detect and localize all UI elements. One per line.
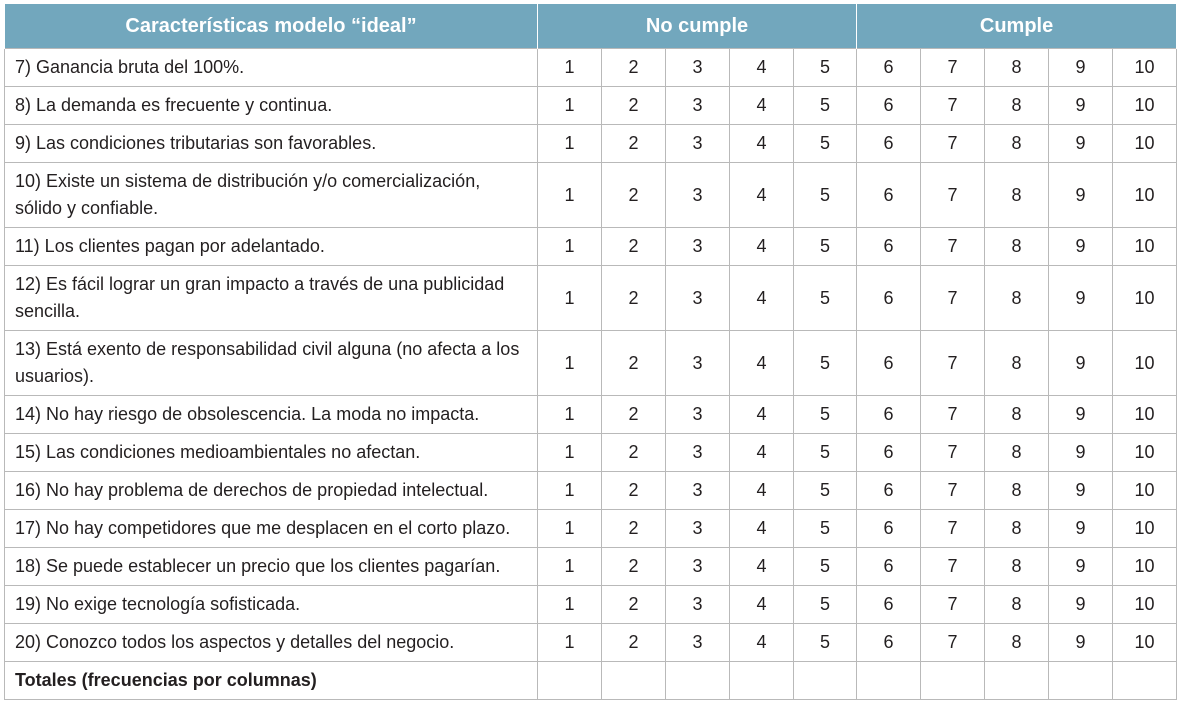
score-cell[interactable]: 3 (666, 163, 730, 228)
score-cell[interactable]: 4 (730, 49, 794, 87)
score-cell[interactable]: 3 (666, 125, 730, 163)
score-cell[interactable]: 5 (794, 266, 857, 331)
totals-cell[interactable] (1113, 662, 1177, 700)
score-cell[interactable]: 7 (921, 586, 985, 624)
score-cell[interactable]: 9 (1049, 586, 1113, 624)
score-cell[interactable]: 2 (602, 163, 666, 228)
score-cell[interactable]: 7 (921, 548, 985, 586)
header-caracteristicas: Características modelo “ideal” (5, 4, 538, 49)
score-cell[interactable]: 4 (730, 87, 794, 125)
row-description: 8) La demanda es frecuente y continua. (5, 87, 538, 125)
score-cell[interactable]: 4 (730, 331, 794, 396)
score-cell[interactable]: 6 (857, 472, 921, 510)
score-cell[interactable]: 5 (794, 548, 857, 586)
row-description: 7) Ganancia bruta del 100%. (5, 49, 538, 87)
score-cell[interactable]: 2 (602, 331, 666, 396)
score-cell[interactable]: 4 (730, 266, 794, 331)
score-cell[interactable]: 4 (730, 228, 794, 266)
score-cell[interactable]: 8 (985, 331, 1049, 396)
table-row (5, 586, 1177, 624)
score-cell[interactable]: 5 (794, 586, 857, 624)
score-cell[interactable]: 1 (538, 266, 602, 331)
score-cell[interactable]: 6 (857, 548, 921, 586)
score-cell[interactable]: 7 (921, 472, 985, 510)
row-description: 10) Existe un sistema de distribución y/o comercialización, sólido y confiable. (5, 163, 538, 228)
score-cell[interactable]: 9 (1049, 228, 1113, 266)
table-row (5, 624, 1177, 662)
score-cell[interactable]: 8 (985, 510, 1049, 548)
score-cell[interactable]: 3 (666, 624, 730, 662)
score-cell[interactable]: 5 (794, 396, 857, 434)
table-row (5, 396, 1177, 434)
score-cell[interactable]: 4 (730, 624, 794, 662)
score-cell[interactable]: 4 (730, 548, 794, 586)
row-description: 16) No hay problema de derechos de propiedad intelectual. (5, 472, 538, 510)
score-cell[interactable]: 6 (857, 125, 921, 163)
score-cell[interactable]: 2 (602, 396, 666, 434)
score-cell[interactable]: 1 (538, 586, 602, 624)
totals-cell[interactable] (921, 662, 985, 700)
score-cell[interactable]: 3 (666, 510, 730, 548)
score-cell[interactable]: 1 (538, 228, 602, 266)
score-cell[interactable]: 2 (602, 266, 666, 331)
score-cell[interactable]: 3 (666, 548, 730, 586)
score-cell[interactable]: 7 (921, 396, 985, 434)
score-cell[interactable]: 10 (1113, 163, 1177, 228)
score-cell[interactable]: 1 (538, 434, 602, 472)
score-cell[interactable]: 5 (794, 87, 857, 125)
score-cell[interactable]: 3 (666, 87, 730, 125)
score-cell[interactable]: 5 (794, 163, 857, 228)
score-cell[interactable]: 1 (538, 396, 602, 434)
score-cell[interactable]: 8 (985, 548, 1049, 586)
row-description: 19) No exige tecnología sofisticada. (5, 586, 538, 624)
score-cell[interactable]: 6 (857, 87, 921, 125)
score-cell[interactable]: 6 (857, 266, 921, 331)
table-row (5, 49, 1177, 87)
score-cell[interactable]: 9 (1049, 434, 1113, 472)
score-cell[interactable]: 2 (602, 228, 666, 266)
table-row (5, 434, 1177, 472)
score-cell[interactable]: 4 (730, 434, 794, 472)
score-cell[interactable]: 7 (921, 510, 985, 548)
score-cell[interactable]: 6 (857, 396, 921, 434)
score-cell[interactable]: 2 (602, 548, 666, 586)
score-cell[interactable]: 7 (921, 434, 985, 472)
score-cell[interactable]: 9 (1049, 87, 1113, 125)
table-row (5, 548, 1177, 586)
score-cell[interactable]: 6 (857, 331, 921, 396)
row-description: 20) Conozco todos los aspectos y detalles del negocio. (5, 624, 538, 662)
score-cell[interactable]: 8 (985, 624, 1049, 662)
row-description: 17) No hay competidores que me desplacen en el corto plazo. (5, 510, 538, 548)
score-cell[interactable]: 8 (985, 472, 1049, 510)
score-cell[interactable]: 2 (602, 510, 666, 548)
score-cell[interactable]: 5 (794, 472, 857, 510)
score-cell[interactable]: 1 (538, 87, 602, 125)
score-cell[interactable]: 1 (538, 510, 602, 548)
score-cell[interactable]: 3 (666, 49, 730, 87)
row-description: 11) Los clientes pagan por adelantado. (5, 228, 538, 266)
score-cell[interactable]: 9 (1049, 49, 1113, 87)
score-cell[interactable]: 10 (1113, 434, 1177, 472)
score-cell[interactable]: 7 (921, 228, 985, 266)
row-description: 12) Es fácil lograr un gran impacto a través de una publicidad sencilla. (5, 266, 538, 331)
score-cell[interactable]: 10 (1113, 49, 1177, 87)
score-cell[interactable]: 6 (857, 624, 921, 662)
score-cell[interactable]: 10 (1113, 472, 1177, 510)
score-cell[interactable]: 8 (985, 586, 1049, 624)
score-cell[interactable]: 2 (602, 434, 666, 472)
score-cell[interactable]: 6 (857, 510, 921, 548)
score-cell[interactable]: 8 (985, 163, 1049, 228)
header-cumple: Cumple (857, 4, 1177, 49)
score-cell[interactable]: 10 (1113, 125, 1177, 163)
score-cell[interactable]: 7 (921, 163, 985, 228)
score-cell[interactable]: 3 (666, 586, 730, 624)
score-cell[interactable]: 10 (1113, 266, 1177, 331)
score-cell[interactable]: 8 (985, 125, 1049, 163)
score-cell[interactable]: 1 (538, 472, 602, 510)
score-cell[interactable]: 3 (666, 228, 730, 266)
totals-cell[interactable] (666, 662, 730, 700)
score-cell[interactable]: 8 (985, 49, 1049, 87)
score-cell[interactable]: 7 (921, 331, 985, 396)
totals-cell[interactable] (1049, 662, 1113, 700)
score-cell[interactable]: 10 (1113, 228, 1177, 266)
score-cell[interactable]: 2 (602, 87, 666, 125)
table-row (5, 266, 1177, 331)
score-cell[interactable]: 1 (538, 125, 602, 163)
totals-cell[interactable] (857, 662, 921, 700)
score-cell[interactable]: 1 (538, 548, 602, 586)
table-row (5, 510, 1177, 548)
score-cell[interactable]: 5 (794, 624, 857, 662)
evaluation-table (4, 4, 1177, 700)
score-cell[interactable]: 9 (1049, 472, 1113, 510)
score-cell[interactable]: 3 (666, 266, 730, 331)
score-cell[interactable]: 1 (538, 49, 602, 87)
totals-label: Totales (frecuencias por columnas) (5, 662, 538, 700)
score-cell[interactable]: 2 (602, 125, 666, 163)
score-cell[interactable]: 3 (666, 396, 730, 434)
table-row (5, 331, 1177, 396)
score-cell[interactable]: 6 (857, 228, 921, 266)
score-cell[interactable]: 2 (602, 624, 666, 662)
score-cell[interactable]: 2 (602, 586, 666, 624)
row-description: 14) No hay riesgo de obsolescencia. La moda no impacta. (5, 396, 538, 434)
score-cell[interactable]: 6 (857, 49, 921, 87)
score-cell[interactable]: 1 (538, 331, 602, 396)
score-cell[interactable]: 9 (1049, 163, 1113, 228)
score-cell[interactable]: 4 (730, 163, 794, 228)
totals-row (5, 662, 1177, 700)
score-cell[interactable]: 5 (794, 49, 857, 87)
score-cell[interactable]: 10 (1113, 87, 1177, 125)
score-cell[interactable]: 9 (1049, 396, 1113, 434)
score-cell[interactable]: 8 (985, 266, 1049, 331)
totals-cell[interactable] (794, 662, 857, 700)
score-cell[interactable]: 9 (1049, 266, 1113, 331)
table-row (5, 472, 1177, 510)
score-cell[interactable]: 7 (921, 624, 985, 662)
score-cell[interactable]: 9 (1049, 624, 1113, 662)
score-cell[interactable]: 5 (794, 434, 857, 472)
score-cell[interactable]: 9 (1049, 331, 1113, 396)
score-cell[interactable]: 6 (857, 163, 921, 228)
score-cell[interactable]: 4 (730, 586, 794, 624)
score-cell[interactable]: 4 (730, 125, 794, 163)
score-cell[interactable]: 10 (1113, 548, 1177, 586)
score-cell[interactable]: 7 (921, 266, 985, 331)
score-cell[interactable]: 8 (985, 396, 1049, 434)
score-cell[interactable]: 9 (1049, 125, 1113, 163)
score-cell[interactable]: 4 (730, 472, 794, 510)
table-header-row (5, 4, 1177, 49)
table-row (5, 163, 1177, 228)
score-cell[interactable]: 10 (1113, 624, 1177, 662)
score-cell[interactable]: 2 (602, 49, 666, 87)
row-description: 18) Se puede establecer un precio que los clientes pagarían. (5, 548, 538, 586)
score-cell[interactable]: 8 (985, 228, 1049, 266)
score-cell[interactable]: 8 (985, 87, 1049, 125)
score-cell[interactable]: 10 (1113, 396, 1177, 434)
score-cell[interactable]: 7 (921, 125, 985, 163)
score-cell[interactable]: 10 (1113, 586, 1177, 624)
score-cell[interactable]: 7 (921, 49, 985, 87)
table-row (5, 125, 1177, 163)
row-description: 9) Las condiciones tributarias son favorables. (5, 125, 538, 163)
score-cell[interactable]: 5 (794, 228, 857, 266)
score-cell[interactable]: 2 (602, 472, 666, 510)
totals-cell[interactable] (985, 662, 1049, 700)
score-cell[interactable]: 10 (1113, 510, 1177, 548)
totals-cell[interactable] (602, 662, 666, 700)
score-cell[interactable]: 6 (857, 586, 921, 624)
score-cell[interactable]: 5 (794, 510, 857, 548)
score-cell[interactable]: 1 (538, 624, 602, 662)
row-description: 13) Está exento de responsabilidad civil alguna (no afecta a los usuarios). (5, 331, 538, 396)
table-row (5, 228, 1177, 266)
score-cell[interactable]: 1 (538, 163, 602, 228)
score-cell[interactable]: 10 (1113, 331, 1177, 396)
score-cell[interactable]: 5 (794, 331, 857, 396)
table-body (5, 49, 1177, 700)
totals-cell[interactable] (538, 662, 602, 700)
score-cell[interactable]: 3 (666, 331, 730, 396)
row-description: 15) Las condiciones medioambientales no afectan. (5, 434, 538, 472)
score-cell[interactable]: 3 (666, 434, 730, 472)
header-no-cumple: No cumple (538, 4, 857, 49)
table-row (5, 87, 1177, 125)
score-cell[interactable]: 4 (730, 396, 794, 434)
score-cell[interactable]: 7 (921, 87, 985, 125)
totals-cell[interactable] (730, 662, 794, 700)
score-cell[interactable]: 5 (794, 125, 857, 163)
score-cell[interactable]: 3 (666, 472, 730, 510)
score-cell[interactable]: 9 (1049, 510, 1113, 548)
score-cell[interactable]: 9 (1049, 548, 1113, 586)
score-cell[interactable]: 8 (985, 434, 1049, 472)
score-cell[interactable]: 6 (857, 434, 921, 472)
score-cell[interactable]: 4 (730, 510, 794, 548)
